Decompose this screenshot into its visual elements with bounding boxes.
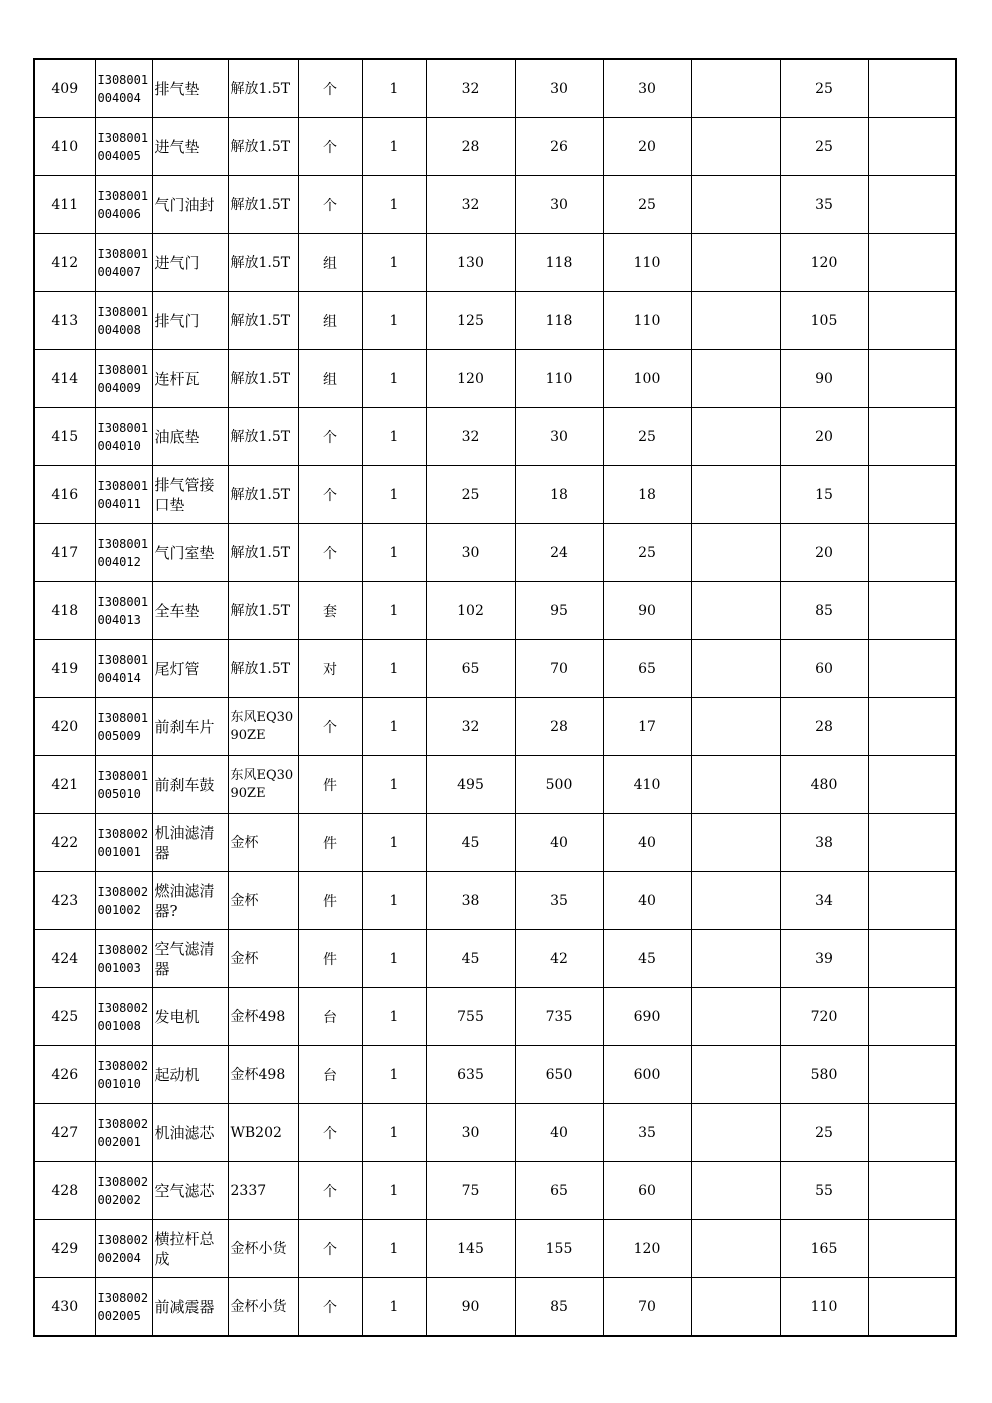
price-1-cell: 125 — [426, 292, 515, 350]
price-2-cell: 735 — [515, 988, 603, 1046]
price-4-cell — [691, 582, 780, 640]
item-name-cell: 起动机 — [152, 1046, 228, 1104]
price-3-cell: 90 — [603, 582, 691, 640]
table-row — [34, 814, 956, 872]
remark-cell — [868, 350, 956, 408]
price-1-cell: 30 — [426, 524, 515, 582]
price-2-cell: 28 — [515, 698, 603, 756]
quantity-cell: 1 — [362, 524, 426, 582]
unit-cell: 组 — [298, 234, 362, 292]
item-spec-cell: 解放1.5T — [228, 118, 298, 176]
price-2-cell: 110 — [515, 350, 603, 408]
price-3-cell: 40 — [603, 872, 691, 930]
remark-cell — [868, 176, 956, 234]
item-spec-cell: 解放1.5T — [228, 582, 298, 640]
unit-cell: 对 — [298, 640, 362, 698]
table-row — [34, 1220, 956, 1278]
price-2-cell: 118 — [515, 292, 603, 350]
item-code-cell: I308001004014 — [95, 640, 152, 698]
parts-price-table — [33, 58, 957, 1337]
price-5-cell: 38 — [780, 814, 868, 872]
quantity-cell: 1 — [362, 1220, 426, 1278]
quantity-cell: 1 — [362, 698, 426, 756]
price-4-cell — [691, 930, 780, 988]
item-name-cell: 排气门 — [152, 292, 228, 350]
unit-cell: 台 — [298, 1046, 362, 1104]
price-3-cell: 17 — [603, 698, 691, 756]
table-row — [34, 118, 956, 176]
row-number-cell: 423 — [34, 872, 95, 930]
price-5-cell: 90 — [780, 350, 868, 408]
table-row — [34, 1104, 956, 1162]
price-4-cell — [691, 1220, 780, 1278]
unit-cell: 个 — [298, 1104, 362, 1162]
price-2-cell: 650 — [515, 1046, 603, 1104]
table-row — [34, 1278, 956, 1337]
price-3-cell: 25 — [603, 408, 691, 466]
item-code-cell: I308001004008 — [95, 292, 152, 350]
price-3-cell: 110 — [603, 234, 691, 292]
price-1-cell: 635 — [426, 1046, 515, 1104]
item-name-cell: 气门油封 — [152, 176, 228, 234]
price-4-cell — [691, 1046, 780, 1104]
item-code-cell: I308002002005 — [95, 1278, 152, 1337]
row-number-cell: 415 — [34, 408, 95, 466]
price-1-cell: 30 — [426, 1104, 515, 1162]
price-1-cell: 145 — [426, 1220, 515, 1278]
quantity-cell: 1 — [362, 640, 426, 698]
remark-cell — [868, 930, 956, 988]
item-spec-cell: 金杯 — [228, 814, 298, 872]
item-spec-cell: 东风EQ3090ZE — [228, 756, 298, 814]
price-2-cell: 95 — [515, 582, 603, 640]
remark-cell — [868, 1162, 956, 1220]
remark-cell — [868, 640, 956, 698]
remark-cell — [868, 814, 956, 872]
quantity-cell: 1 — [362, 1162, 426, 1220]
price-1-cell: 38 — [426, 872, 515, 930]
item-code-cell: I308002001003 — [95, 930, 152, 988]
price-3-cell: 690 — [603, 988, 691, 1046]
row-number-cell: 421 — [34, 756, 95, 814]
table-row — [34, 524, 956, 582]
unit-cell: 个 — [298, 59, 362, 118]
item-name-cell: 油底垫 — [152, 408, 228, 466]
price-2-cell: 85 — [515, 1278, 603, 1337]
quantity-cell: 1 — [362, 408, 426, 466]
price-4-cell — [691, 872, 780, 930]
item-code-cell: I308001004004 — [95, 59, 152, 118]
item-name-cell: 前减震器 — [152, 1278, 228, 1337]
table-row — [34, 466, 956, 524]
price-3-cell: 100 — [603, 350, 691, 408]
price-2-cell: 40 — [515, 814, 603, 872]
price-5-cell: 105 — [780, 292, 868, 350]
table-row — [34, 1162, 956, 1220]
quantity-cell: 1 — [362, 988, 426, 1046]
row-number-cell: 418 — [34, 582, 95, 640]
price-3-cell: 70 — [603, 1278, 691, 1337]
price-5-cell: 25 — [780, 118, 868, 176]
price-1-cell: 32 — [426, 59, 515, 118]
price-3-cell: 410 — [603, 756, 691, 814]
remark-cell — [868, 698, 956, 756]
item-name-cell: 连杆瓦 — [152, 350, 228, 408]
price-3-cell: 40 — [603, 814, 691, 872]
price-2-cell: 500 — [515, 756, 603, 814]
remark-cell — [868, 582, 956, 640]
price-4-cell — [691, 466, 780, 524]
remark-cell — [868, 59, 956, 118]
table-row — [34, 872, 956, 930]
row-number-cell: 419 — [34, 640, 95, 698]
price-4-cell — [691, 176, 780, 234]
price-3-cell: 65 — [603, 640, 691, 698]
quantity-cell: 1 — [362, 756, 426, 814]
quantity-cell: 1 — [362, 234, 426, 292]
price-1-cell: 755 — [426, 988, 515, 1046]
item-spec-cell: 解放1.5T — [228, 640, 298, 698]
quantity-cell: 1 — [362, 1046, 426, 1104]
item-code-cell: I308002001008 — [95, 988, 152, 1046]
remark-cell — [868, 408, 956, 466]
price-3-cell: 600 — [603, 1046, 691, 1104]
unit-cell: 个 — [298, 118, 362, 176]
table-row — [34, 698, 956, 756]
price-5-cell: 25 — [780, 1104, 868, 1162]
table-row — [34, 988, 956, 1046]
item-spec-cell: 解放1.5T — [228, 176, 298, 234]
table-row — [34, 234, 956, 292]
item-code-cell: I308001005009 — [95, 698, 152, 756]
item-spec-cell: 东风EQ3090ZE — [228, 698, 298, 756]
row-number-cell: 413 — [34, 292, 95, 350]
row-number-cell: 409 — [34, 59, 95, 118]
unit-cell: 个 — [298, 698, 362, 756]
quantity-cell: 1 — [362, 350, 426, 408]
price-2-cell: 26 — [515, 118, 603, 176]
item-code-cell: I308001005010 — [95, 756, 152, 814]
row-number-cell: 414 — [34, 350, 95, 408]
item-code-cell: I308002002002 — [95, 1162, 152, 1220]
table-row — [34, 408, 956, 466]
item-name-cell: 排气垫 — [152, 59, 228, 118]
quantity-cell: 1 — [362, 466, 426, 524]
item-spec-cell: 解放1.5T — [228, 408, 298, 466]
row-number-cell: 429 — [34, 1220, 95, 1278]
price-5-cell: 35 — [780, 176, 868, 234]
unit-cell: 件 — [298, 756, 362, 814]
item-spec-cell: WB202 — [228, 1104, 298, 1162]
price-1-cell: 495 — [426, 756, 515, 814]
price-4-cell — [691, 59, 780, 118]
item-code-cell: I308001004005 — [95, 118, 152, 176]
unit-cell: 件 — [298, 930, 362, 988]
price-3-cell: 60 — [603, 1162, 691, 1220]
price-2-cell: 42 — [515, 930, 603, 988]
table-row — [34, 176, 956, 234]
quantity-cell: 1 — [362, 872, 426, 930]
item-name-cell: 进气门 — [152, 234, 228, 292]
price-1-cell: 32 — [426, 176, 515, 234]
row-number-cell: 410 — [34, 118, 95, 176]
remark-cell — [868, 1104, 956, 1162]
unit-cell: 个 — [298, 1162, 362, 1220]
price-1-cell: 32 — [426, 408, 515, 466]
price-3-cell: 110 — [603, 292, 691, 350]
remark-cell — [868, 234, 956, 292]
quantity-cell: 1 — [362, 59, 426, 118]
unit-cell: 件 — [298, 872, 362, 930]
quantity-cell: 1 — [362, 292, 426, 350]
price-4-cell — [691, 234, 780, 292]
price-5-cell: 120 — [780, 234, 868, 292]
item-spec-cell: 金杯498 — [228, 988, 298, 1046]
item-name-cell: 尾灯管 — [152, 640, 228, 698]
row-number-cell: 422 — [34, 814, 95, 872]
price-5-cell: 720 — [780, 988, 868, 1046]
item-name-cell: 空气滤清器 — [152, 930, 228, 988]
price-1-cell: 25 — [426, 466, 515, 524]
unit-cell: 组 — [298, 292, 362, 350]
price-5-cell: 34 — [780, 872, 868, 930]
item-spec-cell: 金杯小货 — [228, 1278, 298, 1337]
quantity-cell: 1 — [362, 1104, 426, 1162]
price-5-cell: 55 — [780, 1162, 868, 1220]
price-2-cell: 24 — [515, 524, 603, 582]
item-code-cell: I308002002001 — [95, 1104, 152, 1162]
table-row — [34, 756, 956, 814]
item-name-cell: 发电机 — [152, 988, 228, 1046]
remark-cell — [868, 524, 956, 582]
price-2-cell: 118 — [515, 234, 603, 292]
item-name-cell: 前刹车鼓 — [152, 756, 228, 814]
item-code-cell: I308001004012 — [95, 524, 152, 582]
item-spec-cell: 金杯小货 — [228, 1220, 298, 1278]
price-1-cell: 45 — [426, 930, 515, 988]
row-number-cell: 424 — [34, 930, 95, 988]
price-5-cell: 165 — [780, 1220, 868, 1278]
price-5-cell: 39 — [780, 930, 868, 988]
price-4-cell — [691, 118, 780, 176]
item-spec-cell: 解放1.5T — [228, 292, 298, 350]
row-number-cell: 420 — [34, 698, 95, 756]
row-number-cell: 412 — [34, 234, 95, 292]
price-4-cell — [691, 698, 780, 756]
price-2-cell: 65 — [515, 1162, 603, 1220]
item-spec-cell: 2337 — [228, 1162, 298, 1220]
price-1-cell: 102 — [426, 582, 515, 640]
price-1-cell: 75 — [426, 1162, 515, 1220]
item-spec-cell: 解放1.5T — [228, 524, 298, 582]
price-5-cell: 110 — [780, 1278, 868, 1337]
price-1-cell: 90 — [426, 1278, 515, 1337]
price-3-cell: 20 — [603, 118, 691, 176]
price-2-cell: 155 — [515, 1220, 603, 1278]
price-3-cell: 45 — [603, 930, 691, 988]
quantity-cell: 1 — [362, 118, 426, 176]
item-name-cell: 横拉杆总成 — [152, 1220, 228, 1278]
table-row — [34, 350, 956, 408]
price-4-cell — [691, 640, 780, 698]
remark-cell — [868, 1278, 956, 1337]
remark-cell — [868, 988, 956, 1046]
unit-cell: 个 — [298, 408, 362, 466]
unit-cell: 台 — [298, 988, 362, 1046]
price-1-cell: 130 — [426, 234, 515, 292]
price-2-cell: 30 — [515, 59, 603, 118]
row-number-cell: 411 — [34, 176, 95, 234]
row-number-cell: 427 — [34, 1104, 95, 1162]
item-name-cell: 气门室垫 — [152, 524, 228, 582]
price-5-cell: 580 — [780, 1046, 868, 1104]
price-4-cell — [691, 408, 780, 466]
unit-cell: 个 — [298, 1278, 362, 1337]
remark-cell — [868, 292, 956, 350]
price-3-cell: 30 — [603, 59, 691, 118]
price-3-cell: 25 — [603, 524, 691, 582]
price-1-cell: 28 — [426, 118, 515, 176]
remark-cell — [868, 1220, 956, 1278]
table-row — [34, 582, 956, 640]
remark-cell — [868, 466, 956, 524]
price-5-cell: 25 — [780, 59, 868, 118]
price-4-cell — [691, 524, 780, 582]
item-spec-cell: 解放1.5T — [228, 466, 298, 524]
unit-cell: 个 — [298, 524, 362, 582]
price-4-cell — [691, 1104, 780, 1162]
item-code-cell: I308002001010 — [95, 1046, 152, 1104]
price-3-cell: 18 — [603, 466, 691, 524]
item-name-cell: 全车垫 — [152, 582, 228, 640]
price-4-cell — [691, 1278, 780, 1337]
price-5-cell: 15 — [780, 466, 868, 524]
price-5-cell: 20 — [780, 524, 868, 582]
table-row — [34, 930, 956, 988]
table-row — [34, 59, 956, 118]
price-1-cell: 32 — [426, 698, 515, 756]
price-1-cell: 120 — [426, 350, 515, 408]
price-5-cell: 28 — [780, 698, 868, 756]
price-4-cell — [691, 1162, 780, 1220]
item-name-cell: 前刹车片 — [152, 698, 228, 756]
row-number-cell: 428 — [34, 1162, 95, 1220]
row-number-cell: 417 — [34, 524, 95, 582]
unit-cell: 件 — [298, 814, 362, 872]
item-code-cell: I308001004011 — [95, 466, 152, 524]
item-name-cell: 空气滤芯 — [152, 1162, 228, 1220]
item-code-cell: I308001004013 — [95, 582, 152, 640]
remark-cell — [868, 1046, 956, 1104]
table-row — [34, 292, 956, 350]
unit-cell: 个 — [298, 466, 362, 524]
price-2-cell: 35 — [515, 872, 603, 930]
price-3-cell: 25 — [603, 176, 691, 234]
item-code-cell: I308002001001 — [95, 814, 152, 872]
table-body — [34, 59, 956, 1336]
item-spec-cell: 金杯 — [228, 930, 298, 988]
item-name-cell: 进气垫 — [152, 118, 228, 176]
item-name-cell: 机油滤芯 — [152, 1104, 228, 1162]
quantity-cell: 1 — [362, 814, 426, 872]
quantity-cell: 1 — [362, 582, 426, 640]
price-5-cell: 480 — [780, 756, 868, 814]
price-2-cell: 70 — [515, 640, 603, 698]
price-4-cell — [691, 988, 780, 1046]
row-number-cell: 430 — [34, 1278, 95, 1337]
item-code-cell: I308001004007 — [95, 234, 152, 292]
item-code-cell: I308001004009 — [95, 350, 152, 408]
price-1-cell: 45 — [426, 814, 515, 872]
price-4-cell — [691, 350, 780, 408]
quantity-cell: 1 — [362, 930, 426, 988]
remark-cell — [868, 756, 956, 814]
item-spec-cell: 金杯 — [228, 872, 298, 930]
item-code-cell: I308001004006 — [95, 176, 152, 234]
quantity-cell: 1 — [362, 176, 426, 234]
item-code-cell: I308001004010 — [95, 408, 152, 466]
price-5-cell: 20 — [780, 408, 868, 466]
row-number-cell: 416 — [34, 466, 95, 524]
remark-cell — [868, 118, 956, 176]
item-name-cell: 机油滤清器 — [152, 814, 228, 872]
price-5-cell: 60 — [780, 640, 868, 698]
unit-cell: 个 — [298, 176, 362, 234]
item-spec-cell: 金杯498 — [228, 1046, 298, 1104]
table-row — [34, 1046, 956, 1104]
price-2-cell: 30 — [515, 408, 603, 466]
price-2-cell: 18 — [515, 466, 603, 524]
row-number-cell: 426 — [34, 1046, 95, 1104]
unit-cell: 组 — [298, 350, 362, 408]
row-number-cell: 425 — [34, 988, 95, 1046]
price-4-cell — [691, 756, 780, 814]
price-2-cell: 40 — [515, 1104, 603, 1162]
price-2-cell: 30 — [515, 176, 603, 234]
item-name-cell: 排气管接口垫 — [152, 466, 228, 524]
price-3-cell: 120 — [603, 1220, 691, 1278]
item-code-cell: I308002002004 — [95, 1220, 152, 1278]
quantity-cell: 1 — [362, 1278, 426, 1337]
price-4-cell — [691, 292, 780, 350]
unit-cell: 个 — [298, 1220, 362, 1278]
item-spec-cell: 解放1.5T — [228, 350, 298, 408]
item-code-cell: I308002001002 — [95, 872, 152, 930]
price-3-cell: 35 — [603, 1104, 691, 1162]
price-1-cell: 65 — [426, 640, 515, 698]
item-spec-cell: 解放1.5T — [228, 234, 298, 292]
table-row — [34, 640, 956, 698]
price-5-cell: 85 — [780, 582, 868, 640]
unit-cell: 套 — [298, 582, 362, 640]
price-4-cell — [691, 814, 780, 872]
item-name-cell: 燃油滤清器? — [152, 872, 228, 930]
item-spec-cell: 解放1.5T — [228, 59, 298, 118]
remark-cell — [868, 872, 956, 930]
